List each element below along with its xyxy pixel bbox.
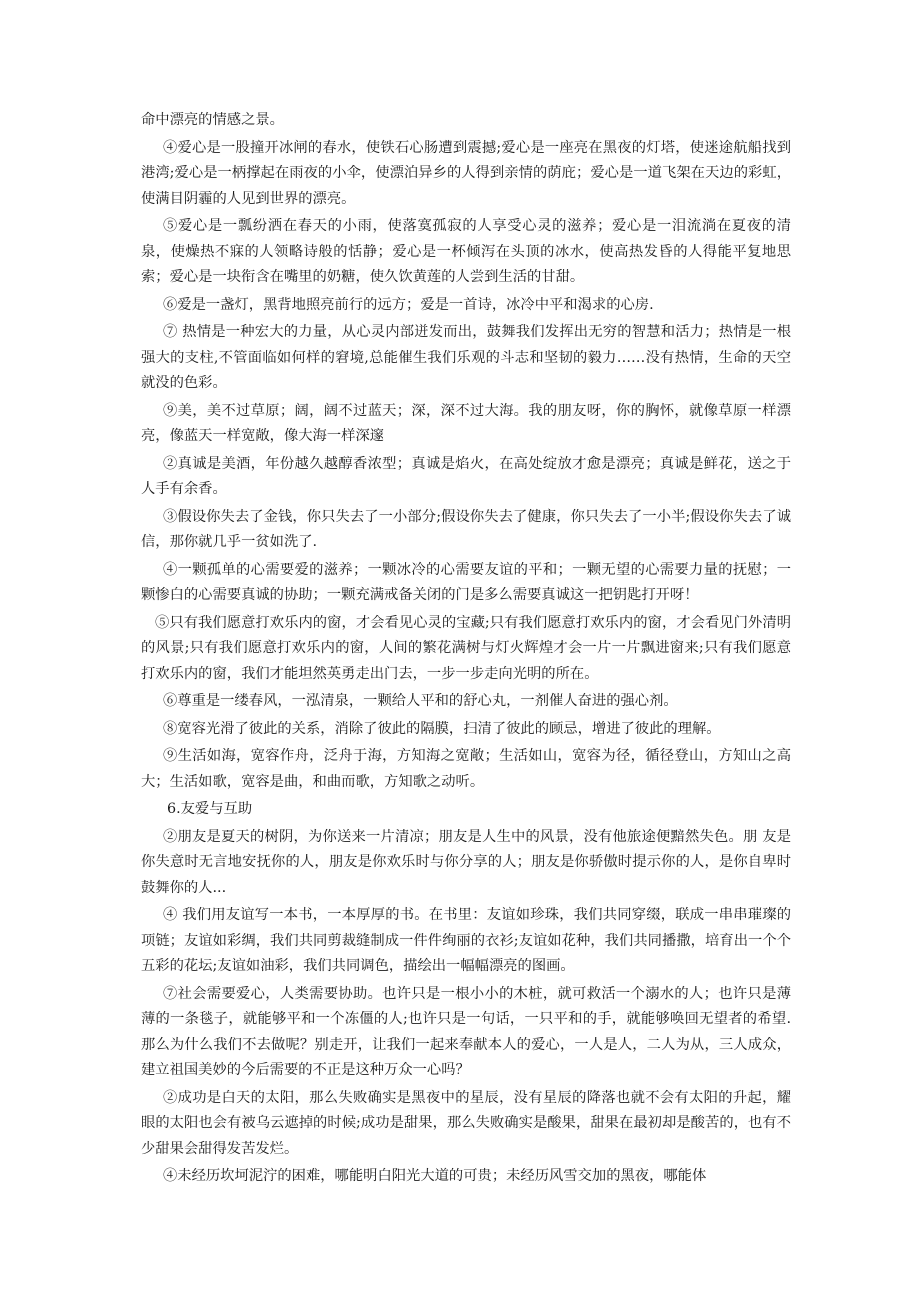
paragraph-love-lamp: ⑥爱是一盏灯，黑背地照亮前行的远方；爱是一首诗，冰冷中平和渴求的心房. [163,296,654,313]
paragraph-sincerity-wine: ②真诚是美酒，年份越久越醇香浓型；真诚是焰火，在高处绽放才愈是漂亮；真诚是鲜花，送之于人手有余香。 [141,455,791,497]
paragraph-honesty: ③假设你失去了金钱，你只失去了一小部分;假设你失去了健康，你只失去了一小半;假设你失去了诚信，那你就几乎一贫如洗了. [141,508,791,550]
paragraph-friend-shade: ②朋友是夏天的树阴，为你送来一片清凉；朋友是人生中的风景，没有他旅途便黯然失色。朋 友是你失意时无言地安抚你的人，朋友是你欢乐时与你分享的人；朋友是你骄傲时提示你的人，是你自卑时鼓舞你的人... [141,828,791,896]
paragraph-beauty: ⑨美，美不过草原；阔，阔不过蓝天；深，深不过大海。我的朋友呀，你的胸怀，就像草原一样漂亮，像蓝天一样宽敞，像大海一样深邃 [141,402,791,444]
paragraph-tolerance: ⑧宽容光滑了彼此的关系，消除了彼此的隔膜，扫清了彼此的顾忌，增进了彼此的理解。 [163,720,721,737]
paragraph-open-window: ⑤只有我们愿意打欢乐内的窗，才会看见心灵的宝藏;只有我们愿意打欢乐内的窗，才会看见门外清明的风景;只有我们愿意打欢乐内的窗，人间的繁花满树与灯火辉煌才会一片一片飘进窗来;只有我们愿意打欢乐内的窗，我们才能坦然英勇走出门去，一步一步走向光明的所在。 [141,614,791,682]
paragraph-respect: ⑥尊重是一缕春风，一泓清泉，一颗给人平和的舒心丸，一剂催人奋进的强心剂。 [163,693,678,709]
paragraph-life-sea: ⑨生活如海，宽容作舟，泛舟于海，方知海之宽敞；生活如山，宽容为径，循径登山，方知山之高大；生活如歌，宽容是曲，和曲而歌，方知歌之动听。 [141,748,791,790]
paragraph-friendship-book: ④ 我们用友谊写一本书，一本厚厚的书。在书里：友谊如珍珠，我们共同穿缀，联成一串串璀璨的项链；友谊如彩绸，我们共同剪裁缝制成一件件绚丽的衣衫;友谊如花种，我们共同播撒，培育出一个个五彩的花坛;友谊如油彩，我们共同调色，描绘出一幅幅漂亮的图画。 [141,907,791,974]
paragraph-intro-fragment: 命中漂亮的情感之景。 [141,112,284,128]
paragraph-success-sun: ②成功是白天的太阳，那么失败确实是黑夜中的星辰，没有星辰的降落也就不会有太阳的升起，耀眼的太阳也会有被乌云遮掉的时候;成功是甜果，那么失败确实是酸果，甜果在最初却是酸苦的，也有不少甜果会甜得发苦发烂。 [141,1089,791,1157]
paragraph-passion: ⑦ 热情是一种宏大的力量，从心灵内部迸发而出，鼓舞我们发挥出无穷的智慧和活力；热情是一根强大的支柱,不管面临如何样的窘境,总能催生我们乐观的斗志和坚韧的毅力……没有热情，生命的天空就没的色彩。 [141,324,791,391]
paragraph-society-love: ⑦社会需要爱心，人类需要协助。也许只是一根小小的木桩，就可救活一个溺水的人；也许只是薄薄的一条毯子，就能够平和一个冻僵的人;也许只是一句话，一只平和的手，就能够唤回无望者的希望.那么为什么我们不去做呢？别走开，让我们一起来奉献本人的爱心，一人是人，二人为从，三人成众，建立祖国美妙的今后需要的不正是这种万众一心吗？ [141,985,791,1078]
section-heading-friendship: 6.友爱与互助 [167,801,253,817]
document-body [141,108,791,1192]
paragraph-love-spring-water: ④爱心是一股撞开冰闸的春水，使铁石心肠遭到震撼;爱心是一座亮在黑夜的灯塔，使迷途航船找到港湾;爱心是一柄撑起在雨夜的小伞，使漂泊异乡的人得到亲情的荫庇；爱心是一道飞架在天边的彩虹，使满目阴霾的人见到世界的漂亮。 [141,139,791,207]
paragraph-love-spring-rain: ⑤爱心是一瓢纷洒在春天的小雨，使落寞孤寂的人享受心灵的滋养；爱心是一泪流淌在夏夜的清泉，使燥热不寐的人领略诗般的恬静；爱心是一杯倾泻在头顶的冰水，使高热发昏的人得能平复地思索；爱心是一块衔含在嘴里的奶糖，使久饮黄莲的人尝到生活的甘甜。 [141,218,791,285]
paragraph-lonely-heart: ④一颗孤单的心需要爱的滋养；一颗冰冷的心需要友谊的平和；一颗无望的心需要力量的抚慰；一颗惨白的心需要真诚的协助；一颗充满戒备关闭的门是多么需要真诚这一把钥匙打开呀！ [141,561,791,603]
paragraph-hardship: ④未经历坎坷泥泞的困难，哪能明白阳光大道的可贵；未经历风雪交加的黑夜，哪能体 [163,1168,707,1184]
